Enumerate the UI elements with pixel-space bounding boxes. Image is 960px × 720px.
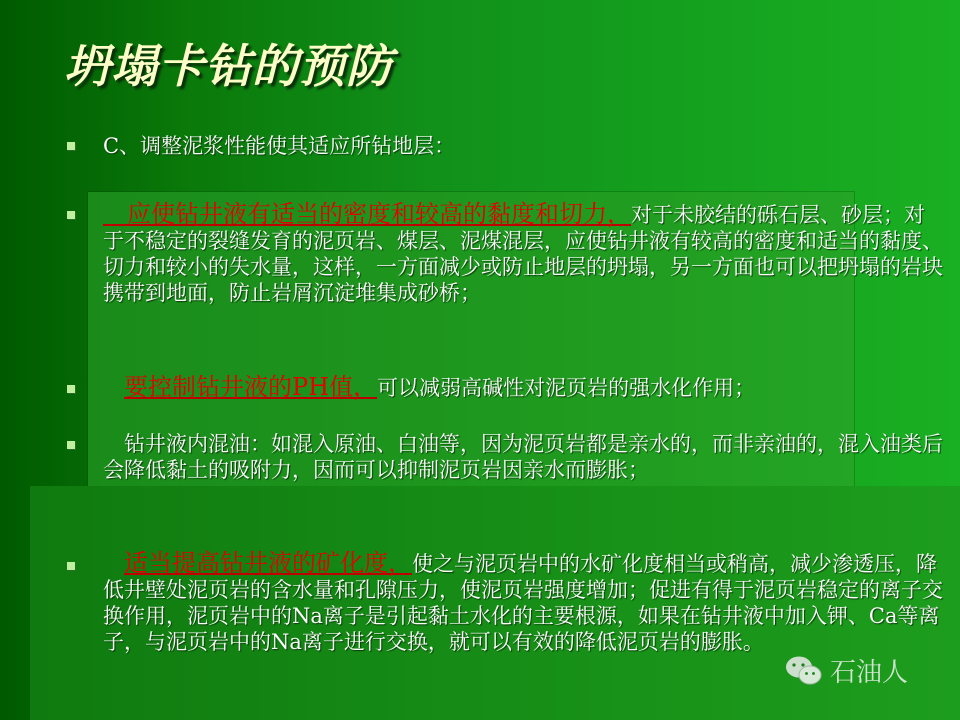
paragraph-2-body: 对于未胶结的砾石层、砂层；对于不稳定的裂缝发育的泥页岩、煤层、泥煤混层，应使钻井液有较高的密度和适当的黏度、切力和较小的失水量，这样，一方面减少或防止地层的坍塌，另一方面也可以把坍塌的岩块携带到地面，防止岩屑沉淀堆集成砂桥； [103,203,943,305]
watermark-text: 石油人 [830,658,909,688]
paragraph-1 [103,133,943,159]
wechat-icon [784,654,824,688]
paragraph-5-body: 使之与泥页岩中的水矿化度相当或稍高，减少渗透压，降低井壁处泥页岩的含水量和孔隙压力，使泥页岩强度增加；促进有得于泥页岩稳定的离子交换作用，泥页岩中的Na离子是引起黏土水化的主要根源，如果在钻井液中加入钾、Ca等离子，与泥页岩中的Na离子进行交换，就可以有效的降低泥页岩的膨胀。 [103,552,943,654]
paragraph-4 [103,431,943,483]
paragraph-3-pre [103,376,124,400]
paragraph-5-highlight: 适当提高钻井液的矿化度， [124,549,412,577]
paragraph-1-text: C、调整泥浆性能使其适应所钻地层： [103,134,456,158]
watermark [784,652,908,689]
paragraph-3 [103,374,943,401]
paragraph-3-highlight: 要控制钻井液的PH值， [124,373,378,401]
paragraph-2 [103,201,943,306]
paragraph-3-body: 可以减弱高碱性对泥页岩的强水化作用； [377,376,756,400]
bullet-icon [67,385,75,393]
slide-title: 坍塌卡钻的预防 [64,39,393,93]
paragraph-5 [103,550,943,655]
paragraph-5-pre [103,552,124,576]
bullet-icon [67,441,75,449]
paragraph-4-text: 钻井液内混油：如混入原油、白油等，因为泥页岩都是亲水的，而非亲油的，混入油类后会降低黏土的吸附力，因而可以抑制泥页岩因亲水而膨胀； [103,432,943,482]
paragraph-2-highlight: 应使钻井液有适当的密度和较高的黏度和切力， [103,200,631,228]
bullet-icon [67,562,75,570]
bullet-icon [67,142,75,150]
bullet-icon [67,211,75,219]
